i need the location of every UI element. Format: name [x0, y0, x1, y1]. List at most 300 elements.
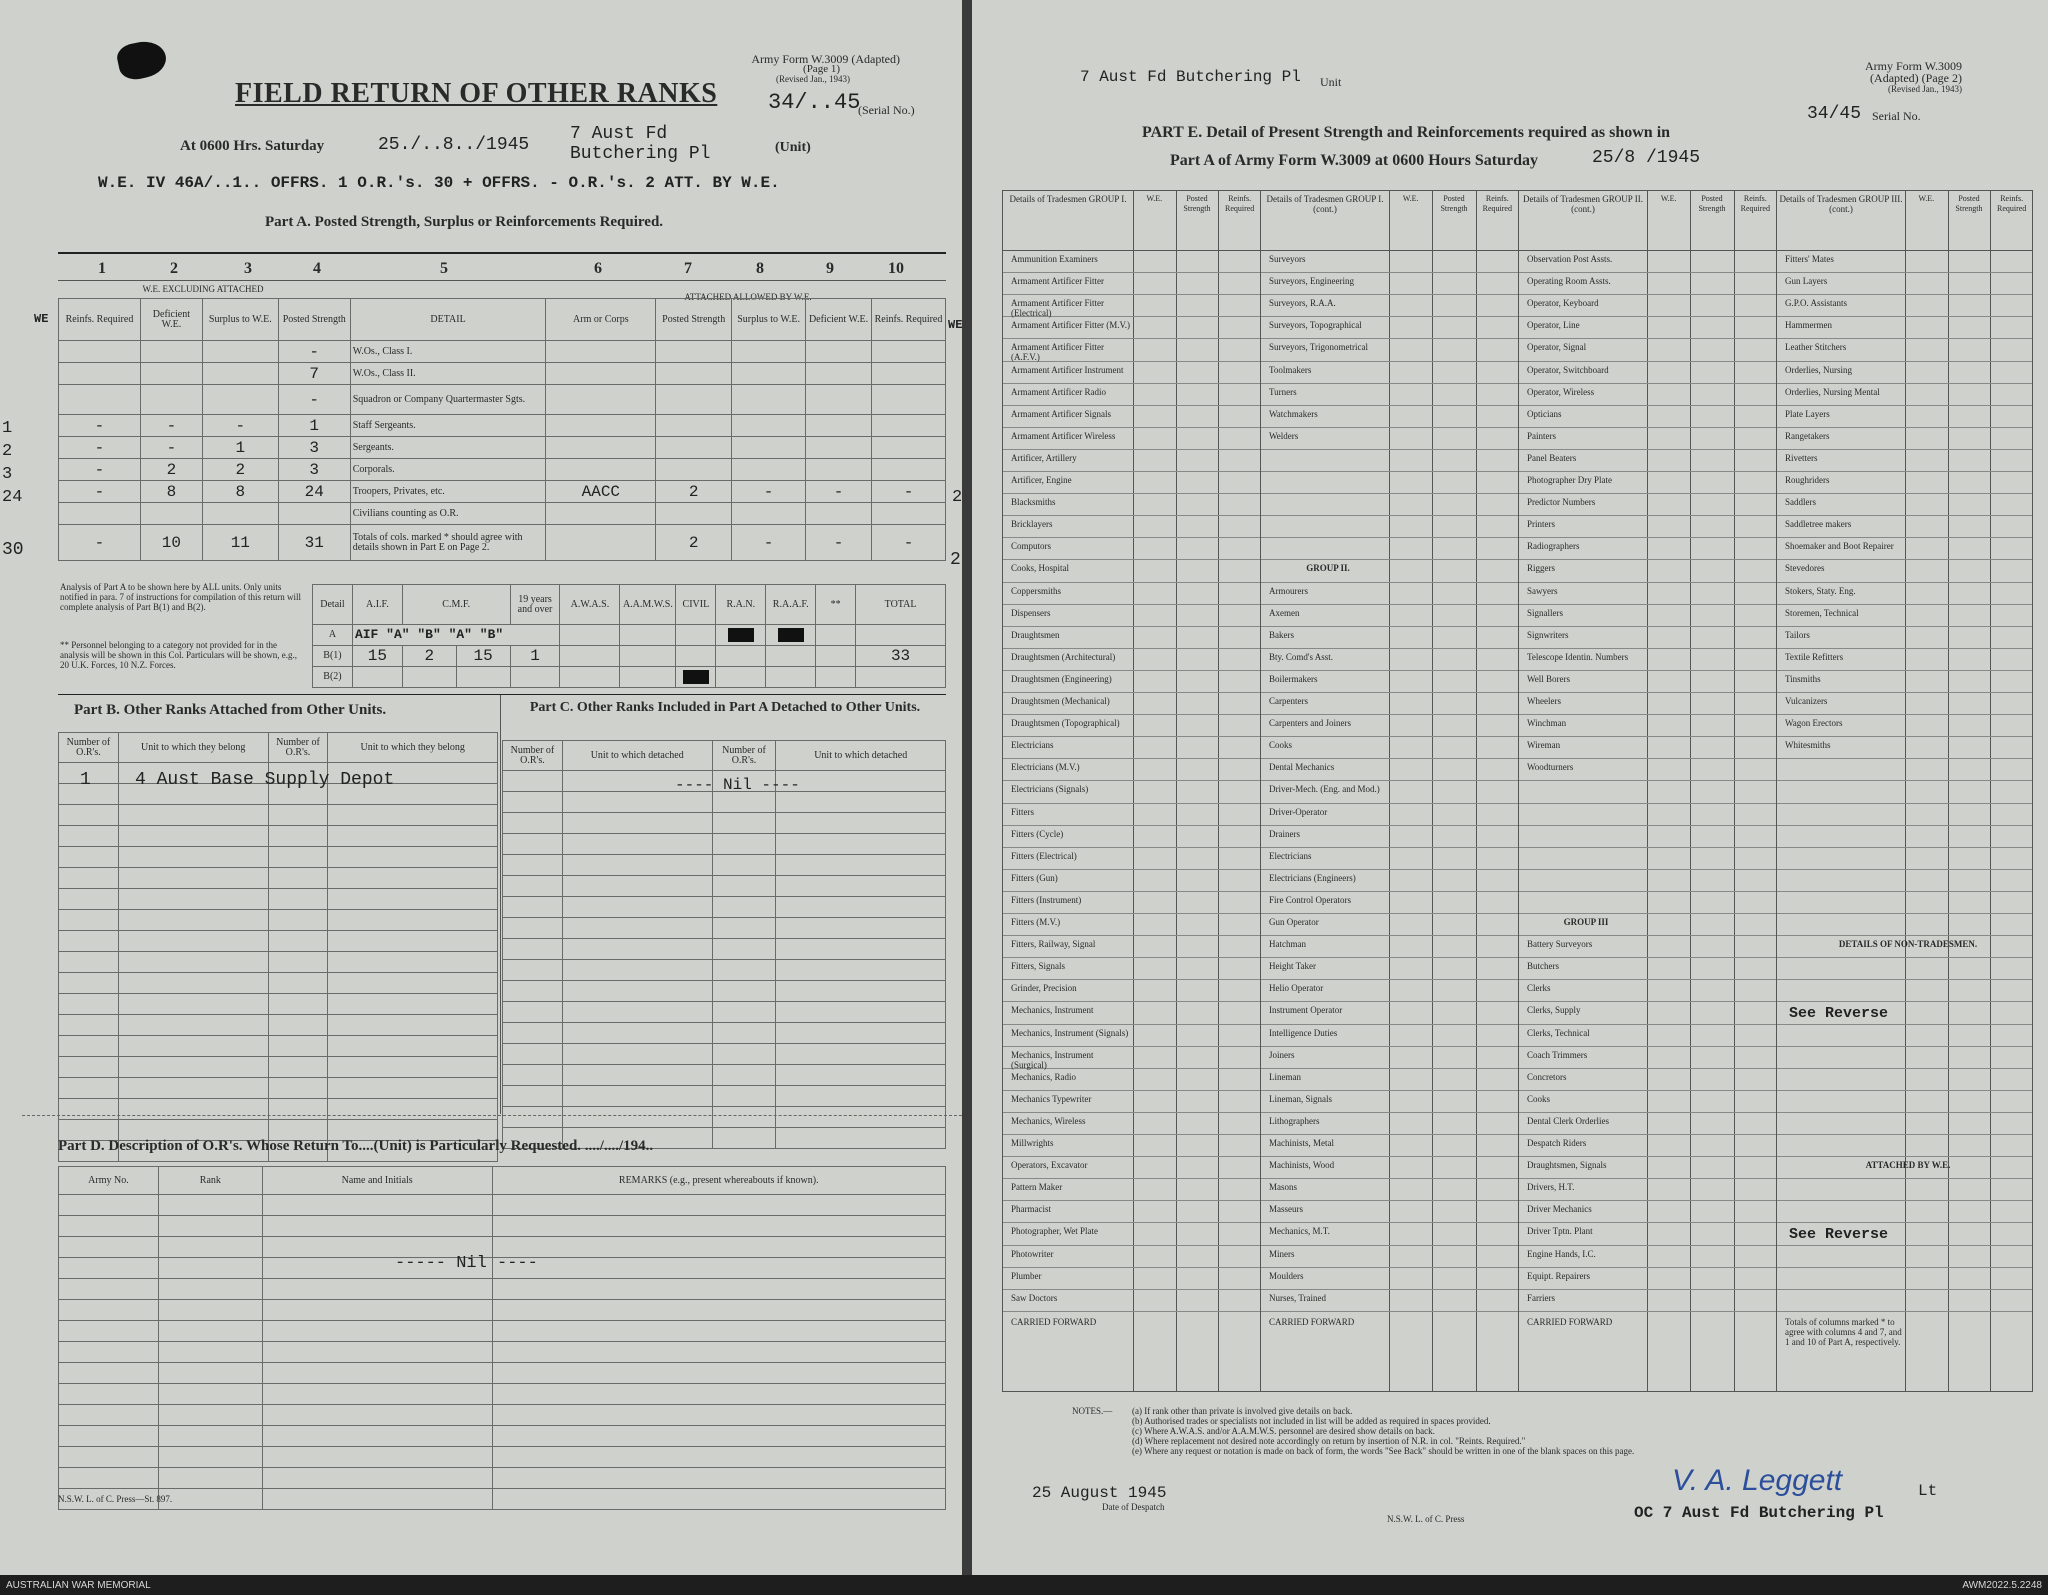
part-b-title: Part B. Other Ranks Attached from Other Units.: [74, 702, 387, 718]
trade-label: See Reverse: [1789, 1226, 1889, 1244]
pd-hdr-armyno: Army No.: [59, 1167, 159, 1195]
part-b-table: [58, 732, 498, 1162]
trade-label: Driver-Operator: [1269, 806, 1328, 817]
an-hdr-19: 19 years and over: [510, 585, 560, 625]
part-a-cell-detail: W.Os., Class I.: [350, 341, 546, 363]
pc-hdr-num2: Number of O.R's.: [712, 741, 776, 771]
trade-label: Radiographers: [1527, 541, 1580, 552]
trade-label: Armourers: [1269, 585, 1308, 596]
pc-hdr-num: Number of O.R's.: [503, 741, 563, 771]
r-printer-mark: N.S.W. L. of C. Press: [1387, 1514, 1465, 1524]
sub-header-col_we: W.E.: [1146, 194, 1163, 203]
trade-label: Armament Artificer Fitter (M.V.): [1011, 320, 1131, 331]
blank-row: [59, 1342, 946, 1363]
part-a-table: [58, 298, 946, 561]
note-item: (e) Where any request or notation is made on back of form, the words "See Back" should be written in one of the blank spaces on this page.: [1132, 1446, 1635, 1456]
trade-label: Bty. Comd's Asst.: [1269, 651, 1334, 662]
part-a-cell-c10: [871, 341, 945, 363]
part-e-title-1: PART E. Detail of Present Strength and Reinforcements required as shown in: [1142, 124, 1671, 141]
blank-row: [59, 1489, 946, 1510]
part-a-cell-detail: Troopers, Privates, etc.: [350, 481, 546, 503]
part-a-cell-c10: [871, 503, 945, 525]
trade-label: Stokers, Staty. Eng.: [1785, 585, 1856, 596]
part-a-cell-c8: -: [732, 481, 806, 503]
part-a-cell-c7: [656, 503, 732, 525]
part-a-cell-c10: [871, 437, 945, 459]
part-a-title: Part A. Posted Strength, Surplus or Reinforcements Required.: [265, 214, 664, 230]
pc-hdr-unit: Unit to which detached: [562, 741, 712, 771]
part-a-cell-c6: [546, 437, 656, 459]
blank-row: [59, 1384, 946, 1405]
trade-label: Surveyors, Topographical: [1269, 320, 1362, 331]
part-e-title-2: Part A of Army Form W.3009 at 0600 Hours Saturday: [1170, 152, 1538, 169]
analysis-note: Analysis of Part A to be shown here by ALL units. Only units notified in para. 7 of instructions for compilation of this return will complete analysis of Part B(1) and B(2).: [60, 582, 301, 612]
r-revised: (Revised Jan., 1943): [1888, 84, 1962, 94]
trade-label: Bakers: [1269, 629, 1294, 640]
an-hdr-cmf: C.M.F.: [402, 585, 510, 625]
trade-label: Operator, Line: [1527, 320, 1580, 331]
trade-label: Coach Trimmers: [1527, 1049, 1588, 1060]
trade-label: Whitesmiths: [1785, 740, 1831, 751]
part-a-cell-c9: [806, 385, 872, 415]
trade-label: Pattern Maker: [1011, 1182, 1063, 1193]
trade-label: Surveyors, R.A.A.: [1269, 298, 1336, 309]
part-a-cell-c7: [656, 459, 732, 481]
trade-label: Dispensers: [1011, 607, 1051, 618]
trade-label: Clerks: [1527, 983, 1551, 994]
trade-label: GROUP III: [1563, 917, 1609, 927]
hdr-deficient: Deficient W.E.: [140, 299, 202, 341]
footer-left: AUSTRALIAN WAR MEMORIAL: [6, 1580, 151, 1591]
part-d-value: ----- Nil ----: [395, 1254, 538, 1273]
group-header: Details of Tradesmen GROUP I. (cont.): [1266, 194, 1384, 214]
blank-row: [503, 981, 946, 1002]
part-a-cell-c9: [806, 459, 872, 481]
part-a-cell-c4: 1: [278, 415, 350, 437]
part-c-table: [502, 740, 946, 1149]
blank-row: [59, 1195, 946, 1216]
total-c3: 11: [202, 525, 278, 561]
blank-row: [59, 1057, 498, 1078]
part-a-cell-c7: [656, 341, 732, 363]
part-a-cell-c4: -: [278, 341, 350, 363]
trade-label: Armament Artificer Signals: [1011, 408, 1111, 419]
part-a-cell-c4: 3: [278, 459, 350, 481]
trade-label: Riggers: [1527, 563, 1555, 574]
trade-label: Electricians (Engineers): [1269, 872, 1356, 883]
archive-footer: [0, 1575, 2048, 1595]
part-a-cell-c9: [806, 341, 872, 363]
part-a-cell-c4: 24: [278, 481, 350, 503]
part-a-cell-c10: [871, 459, 945, 481]
col-num: 8: [756, 260, 764, 277]
trade-label: Signwriters: [1527, 629, 1569, 640]
an-val-aif-a: 15: [352, 646, 402, 667]
part-a-cell-c8: [732, 459, 806, 481]
part-a-cell-c2: 2: [140, 459, 202, 481]
trade-label: Winchman: [1527, 718, 1567, 729]
an-total: 33: [856, 646, 946, 667]
part-a-cell-c9: [806, 437, 872, 459]
trade-label: Clerks, Technical: [1527, 1027, 1590, 1038]
trade-label: Wagon Erectors: [1785, 718, 1843, 729]
despatch-date: 25 August 1945: [1032, 1484, 1167, 1502]
trade-label: Joiners: [1269, 1049, 1295, 1060]
trade-label: Despatch Riders: [1527, 1138, 1587, 1148]
part-a-cell-detail: Corporals.: [350, 459, 546, 481]
trade-label: Painters: [1527, 430, 1556, 441]
trade-label: Draughtsmen (Engineering): [1011, 673, 1112, 684]
sub-header-col_posted: Posted Strength: [1955, 194, 1983, 213]
trade-label: Wireman: [1527, 740, 1561, 751]
hdr-reinfs: Reinfs. Required: [59, 299, 141, 341]
trade-label: Plate Layers: [1785, 408, 1830, 419]
part-a-cell-c4: 3: [278, 437, 350, 459]
footer-right: AWM2022.5.2248: [1962, 1580, 2042, 1591]
part-a-row: [59, 437, 946, 459]
trade-label: Axemen: [1269, 607, 1300, 618]
despatch-label: Date of Despatch: [1102, 1502, 1165, 1512]
trade-label: Mechanics, Instrument (Surgical): [1011, 1049, 1094, 1070]
trade-label: Height Taker: [1269, 961, 1316, 972]
trade-label: Armament Artificer Fitter (A.F.V.): [1011, 342, 1104, 363]
trade-label: Operators, Excavator: [1011, 1160, 1088, 1171]
trade-label: Vulcanizers: [1785, 696, 1828, 706]
trade-label: Stevedores: [1785, 563, 1825, 574]
trade-label: Saw Doctors: [1011, 1292, 1058, 1303]
part-a-cell-c6: [546, 503, 656, 525]
blank-row: [59, 1078, 498, 1099]
trade-label: Blacksmiths: [1011, 497, 1056, 508]
page-gutter: [962, 0, 972, 1575]
blank-row: [503, 897, 946, 918]
trade-label: Lineman, Signals: [1269, 1093, 1332, 1104]
totals-note: Totals of cols. marked * should agree with details shown in Part E on Page 2.: [350, 525, 546, 561]
total-c1: -: [59, 525, 141, 561]
trade-label: Engine Hands, I.C.: [1527, 1248, 1596, 1259]
trade-label: Fitters (Instrument): [1011, 894, 1082, 905]
trade-label: Photowriter: [1011, 1248, 1054, 1259]
we-side-label: WE: [34, 312, 49, 326]
trade-label: Mechanics, Radio: [1011, 1071, 1076, 1082]
part-d-title: Part D. Description of O.R's. Whose Return To....(Unit) is Particularly Requested. ..../..../194..: [58, 1138, 654, 1154]
part-a-row: [59, 481, 946, 503]
an-val-aif-b: 2: [402, 646, 456, 667]
we-side-label: WE: [948, 318, 963, 332]
trade-label: Machinists, Metal: [1269, 1138, 1334, 1148]
trade-label: Operator, Keyboard: [1527, 298, 1599, 309]
trade-label: Telescope Identin. Numbers: [1527, 651, 1629, 662]
trade-label: Gun Operator: [1269, 917, 1319, 927]
trade-label: Helio Operator: [1269, 983, 1324, 994]
trade-label: Saddletree makers: [1785, 519, 1852, 530]
ink-blot: [115, 37, 169, 82]
trade-label: Electricians (M.V.): [1011, 762, 1080, 773]
blank-row: [59, 1468, 946, 1489]
unit-label: (Unit): [775, 140, 811, 155]
note-item: (c) Where A.W.A.S. and/or A.A.M.W.S. personnel are desired show details on back.: [1132, 1426, 1435, 1436]
blank-row: [503, 1002, 946, 1023]
trade-label: Concretors: [1527, 1071, 1567, 1082]
part-a-cell-c8: [732, 341, 806, 363]
an-hdr-total: TOTAL: [856, 585, 946, 625]
carried-forward: CARRIED FORWARD: [1527, 1316, 1613, 1327]
trade-label: Textile Refitters: [1785, 651, 1844, 662]
col-num: 3: [244, 260, 252, 277]
trade-label: Drivers, H.T.: [1527, 1182, 1575, 1193]
part-a-cell-c3: 2: [202, 459, 278, 481]
trade-label: Wheelers: [1527, 696, 1561, 706]
trade-label: Grinder, Precision: [1011, 983, 1077, 994]
trade-label: Tailors: [1785, 629, 1810, 640]
blank-row: [503, 834, 946, 855]
group-header: Details of Tradesmen GROUP III. (cont.): [1779, 194, 1903, 214]
part-a-cell-detail: W.Os., Class II.: [350, 363, 546, 385]
pd-hdr-rank: Rank: [158, 1167, 262, 1195]
pb-hdr-num2: Number of O.R's.: [268, 733, 328, 763]
part-a-cell-c3: [202, 363, 278, 385]
trade-label: Draughtsmen (Architectural): [1011, 651, 1116, 662]
sub-header-col_we: W.E.: [1402, 194, 1419, 203]
total-c9: -: [806, 525, 872, 561]
pd-hdr-name: Name and Initials: [262, 1167, 492, 1195]
serial-value: 34/..45: [768, 90, 861, 115]
an-row-b2: B(2): [313, 667, 353, 688]
trade-label: Artificer, Artillery: [1011, 452, 1077, 463]
trade-label: Draughtsmen: [1011, 629, 1060, 640]
trade-label: Artificer, Engine: [1011, 475, 1072, 485]
part-b-num: 1: [80, 770, 91, 790]
an-hdr-aamws: A.A.M.W.S.: [620, 585, 676, 625]
pc-hdr-unit2: Unit to which detached: [776, 741, 946, 771]
trade-label: Cooks: [1527, 1093, 1551, 1104]
trade-label: Photographer, Wet Plate: [1011, 1226, 1098, 1237]
page-title: FIELD RETURN OF OTHER RANKS: [235, 78, 718, 109]
trade-label: DETAILS OF NON-TRADESMEN.: [1838, 939, 1978, 950]
trade-label: Operator, Signal: [1527, 342, 1587, 353]
note-item: (d) Where replacement not desired note accordingly on return by insertion of N.R. in col. "Reints. Required.": [1132, 1436, 1526, 1446]
part-a-cell-c6: [546, 385, 656, 415]
part-a-cell-c7: [656, 437, 732, 459]
trade-label: Battery Surveyors: [1527, 939, 1593, 950]
part-e-date: 25/8 /1945: [1592, 148, 1701, 168]
part-a-cell-c10: [871, 385, 945, 415]
trade-label: Panel Beaters: [1527, 452, 1577, 463]
signature: V. A. Leggett: [1672, 1464, 1843, 1497]
trade-label: Watchmakers: [1269, 408, 1318, 419]
page-2: [972, 0, 2048, 1575]
blank-row: [59, 826, 498, 847]
trade-label: Signallers: [1527, 607, 1563, 618]
signer-rank: Lt: [1918, 1482, 1938, 1500]
analysis-note-2: ** Personnel belonging to a category not provided for in the analysis will be shown in this Col. Particulars will be shown, e.g., 20 U.K. Forces, 10 N.Z. Forces.: [60, 640, 297, 670]
part-a-cell-c1: -: [59, 437, 141, 459]
blank-row: [59, 1216, 946, 1237]
pb-hdr-unit: Unit to which they belong: [118, 733, 268, 763]
trade-label: Toolmakers: [1269, 364, 1312, 375]
hdr-deficient-att: Deficient W.E.: [806, 299, 872, 341]
part-a-header-row: [59, 299, 946, 341]
trade-label: Miners: [1269, 1248, 1295, 1259]
trade-label: Millwrights: [1011, 1138, 1054, 1148]
blank-row: [503, 1023, 946, 1044]
trade-label: Printers: [1527, 519, 1555, 530]
col-num: 7: [684, 260, 692, 277]
signoff: OC 7 Aust Fd Butchering Pl: [1634, 1504, 1884, 1522]
trade-label: Roughriders: [1785, 475, 1830, 485]
part-e-group: [1002, 190, 1261, 1392]
trade-label: Lithographers: [1269, 1115, 1320, 1126]
part-a-row: [59, 363, 946, 385]
trade-label: Surveyors, Trigonometrical: [1269, 342, 1368, 353]
blank-row: [503, 1044, 946, 1065]
trade-label: Moulders: [1269, 1270, 1304, 1281]
an-hdr-detail: Detail: [313, 585, 353, 625]
hdr-posted-att: Posted Strength: [656, 299, 732, 341]
trade-label: Mechanics, Instrument: [1011, 1005, 1094, 1016]
part-a-cell-c8: [732, 385, 806, 415]
trade-label: Well Borers: [1527, 673, 1571, 684]
blank-row: [59, 952, 498, 973]
blank-row: [59, 973, 498, 994]
trade-label: Driver-Mech. (Eng. and Mod.): [1269, 784, 1380, 795]
hdr-reinfs-att: Reinfs. Required: [871, 299, 945, 341]
part-a-cell-c1: -: [59, 415, 141, 437]
trade-label: Woodturners: [1527, 762, 1574, 773]
trade-label: Boilermakers: [1269, 673, 1318, 684]
part-a-cell-c7: [656, 385, 732, 415]
trade-label: Orderlies, Nursing Mental: [1785, 386, 1880, 397]
blank-row: [59, 805, 498, 826]
blank-row: [59, 1321, 946, 1342]
pb-hdr-unit2: Unit to which they belong: [328, 733, 498, 763]
part-a-cell-c6: [546, 415, 656, 437]
trade-label: Ammunition Examiners: [1011, 254, 1098, 264]
col-num: 9: [826, 260, 834, 277]
blank-row: [59, 1405, 946, 1426]
part-e-group: [1776, 190, 2033, 1392]
totals-note: Totals of columns marked * to agree with columns 4 and 7, and 1 and 10 of Part A, respectively.: [1785, 1316, 1902, 1347]
trade-label: Plumber: [1011, 1270, 1042, 1281]
col-num: 5: [440, 260, 448, 277]
printer-mark: N.S.W. L. of C. Press—St. 897.: [58, 1494, 173, 1504]
part-a-cell-c6: [546, 459, 656, 481]
trade-label: Operating Room Assts.: [1527, 276, 1611, 287]
revised-date: (Revised Jan., 1943): [776, 74, 850, 84]
part-a-cell-c9: [806, 503, 872, 525]
part-a-cell-c4: 7: [278, 363, 350, 385]
blank-row: [59, 889, 498, 910]
part-a-cell-detail: Civilians counting as O.R.: [350, 503, 546, 525]
trade-label: Intelligence Duties: [1269, 1027, 1338, 1038]
notes: [1072, 1406, 1952, 1456]
trade-label: GROUP II.: [1306, 563, 1350, 574]
part-b-unit: 4 Aust Base Supply Depot: [135, 770, 395, 790]
trade-label: Cooks, Hospital: [1011, 563, 1070, 574]
note-item: (a) If rank other than private is involved give details on back.: [1132, 1406, 1353, 1416]
trade-label: Cooks: [1269, 740, 1293, 751]
blank-row: [503, 855, 946, 876]
carried-forward: CARRIED FORWARD: [1269, 1316, 1355, 1327]
an-row-b1: B(1): [313, 646, 353, 667]
trade-label: Coppersmiths: [1011, 585, 1062, 596]
part-a-row: [59, 341, 946, 363]
trade-label: Dental Clerk Orderlies: [1527, 1115, 1609, 1126]
part-a-cell-c2: [140, 503, 202, 525]
trade-label: Mechanics, M.T.: [1269, 1226, 1330, 1237]
trade-label: Mechanics, Wireless: [1011, 1115, 1086, 1126]
blank-row: [503, 1107, 946, 1128]
blank-row: [59, 1363, 946, 1384]
blank-row: [59, 1447, 946, 1468]
total-c7: 2: [656, 525, 732, 561]
trade-label: Opticians: [1527, 408, 1562, 419]
part-a-cell-c3: -: [202, 415, 278, 437]
an-hdr-raaf: R.A.A.F.: [766, 585, 816, 625]
trade-label: Draughtsmen (Mechanical): [1011, 696, 1110, 706]
col-num: 2: [170, 260, 178, 277]
r-unit-label: Unit: [1320, 75, 1342, 89]
an-hdr-aif: A.I.F.: [352, 585, 402, 625]
total-c8: -: [732, 525, 806, 561]
trade-label: Draughtsmen (Topographical): [1011, 718, 1120, 729]
part-a-cell-c8: [732, 503, 806, 525]
page-1: [0, 0, 970, 1575]
excl-header: W.E. EXCLUDING ATTACHED: [142, 284, 264, 294]
we-side-value-right: 2: [952, 488, 963, 507]
trade-label: Surveyors, Engineering: [1269, 276, 1354, 287]
part-a-cell-c6: [546, 341, 656, 363]
trade-label: See Reverse: [1789, 1005, 1889, 1023]
trade-label: Driver Tptn. Plant: [1527, 1226, 1593, 1237]
part-a-cell-c6: AACC: [546, 481, 656, 503]
part-a-row: [59, 415, 946, 437]
part-a-cell-c7: 2: [656, 481, 732, 503]
trade-label: Saddlers: [1785, 497, 1816, 508]
part-a-cell-detail: Sergeants.: [350, 437, 546, 459]
trade-label: Armament Artificer Wireless: [1011, 430, 1116, 441]
part-a-cell-c2: -: [140, 437, 202, 459]
date-value: 25./..8../1945: [378, 135, 530, 155]
trade-label: G.P.O. Assistants: [1785, 298, 1848, 309]
blank-row: [503, 1065, 946, 1086]
trade-label: Tinsmiths: [1785, 673, 1821, 684]
part-a-cell-c1: [59, 385, 141, 415]
part-c-title: Part C. Other Ranks Included in Part A Detached to Other Units.: [529, 700, 921, 715]
blank-row: [59, 1300, 946, 1321]
trade-label: Mechanics Typewriter: [1011, 1093, 1092, 1104]
we-side-value: 2: [2, 442, 13, 461]
trade-label: Photographer Dry Plate: [1527, 475, 1612, 485]
part-a-row: [59, 503, 946, 525]
total-we: 30: [2, 540, 24, 560]
blank-row: [503, 792, 946, 813]
trade-label: Fitters (Gun): [1011, 872, 1058, 883]
pd-hdr-remarks: REMARKS (e.g., present whereabouts if known).: [492, 1167, 945, 1195]
trade-label: Masons: [1269, 1182, 1298, 1193]
trade-label: Sawyers: [1527, 585, 1558, 596]
blank-row: [59, 931, 498, 952]
trade-label: Bricklayers: [1011, 519, 1053, 530]
an-hdr-civil: CIVIL: [676, 585, 716, 625]
blank-row: [59, 910, 498, 931]
blank-row: [503, 1086, 946, 1107]
blank-row: [59, 994, 498, 1015]
part-a-cell-c10: [871, 363, 945, 385]
an-hdr-awas: A.W.A.S.: [560, 585, 620, 625]
part-a-cell-c2: [140, 341, 202, 363]
total-we2: 2: [950, 550, 961, 570]
